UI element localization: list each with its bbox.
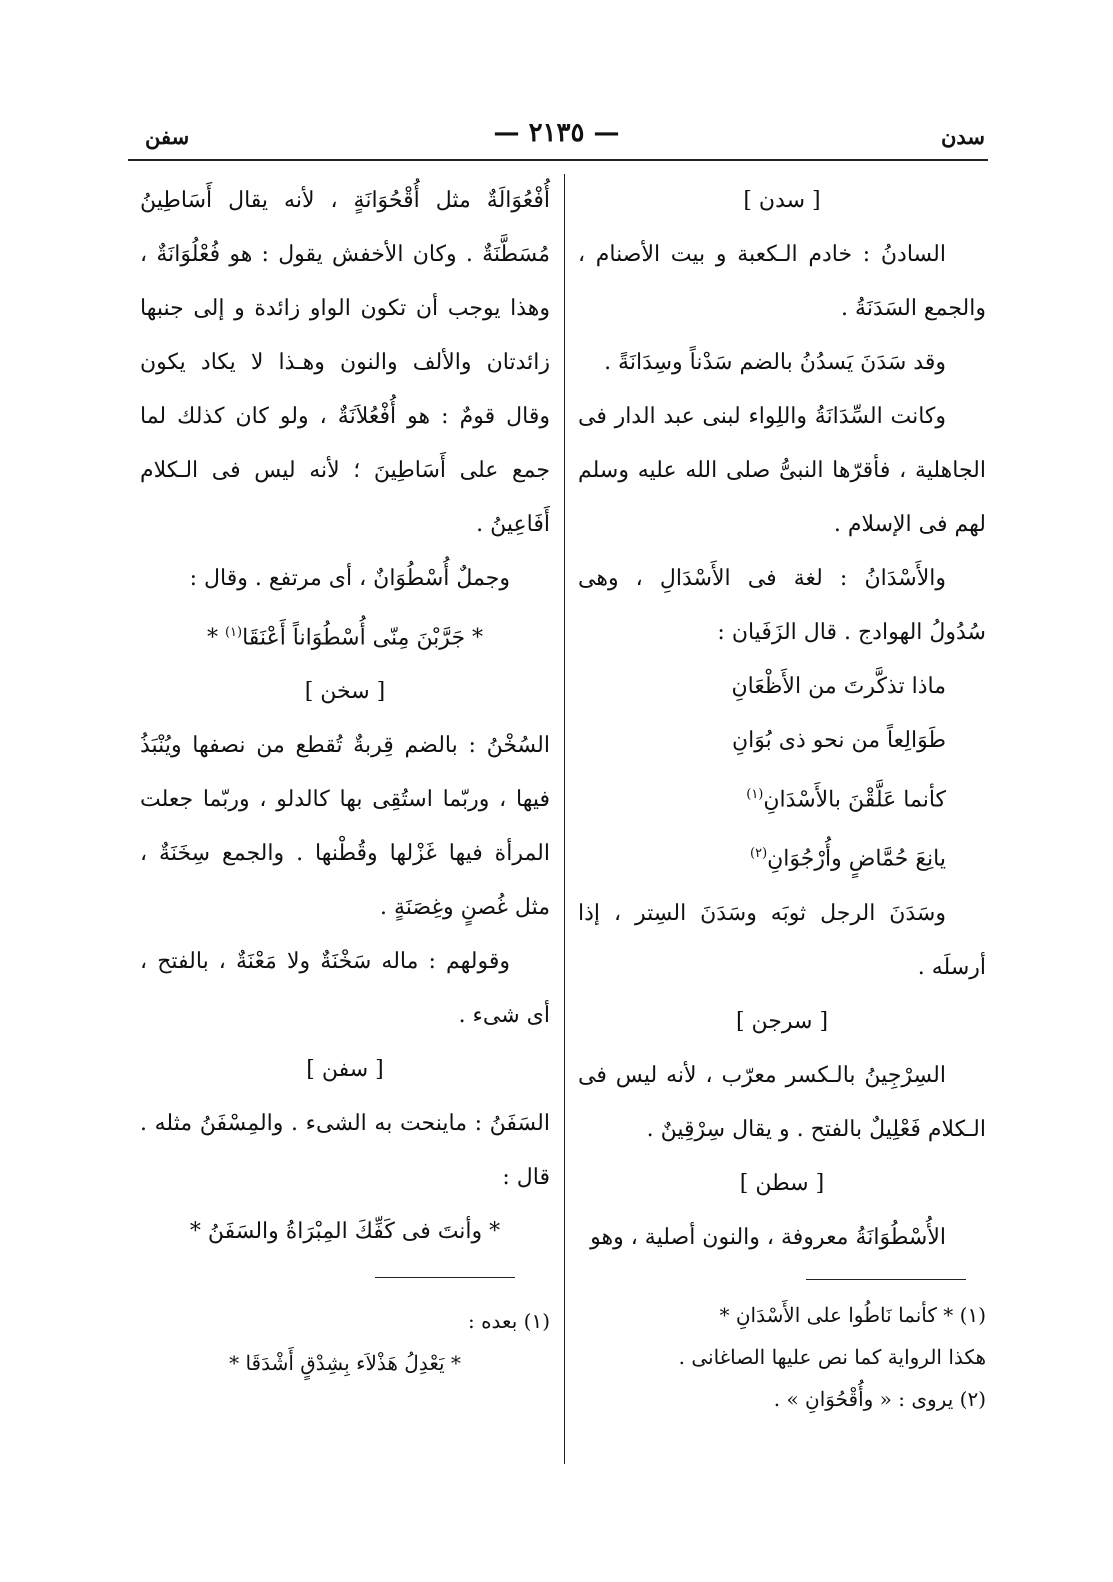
footnote: هكذا الرواية كما نص عليها الصاغانى . [678,1344,986,1369]
entry-heading-srjn: [ سرجن ] [735,1008,829,1034]
footnote-rule [375,1277,515,1278]
entry-paragraph: وجملٌ أُسْطُوَانٌ ، أى مرتفع . وقال : [189,566,510,591]
entry-heading-sxn: [ سخن ] [304,679,386,705]
header-right-keyword: سدن [940,124,985,149]
verse-text: يانِعَ حُمَّاضٍ وأُرْجُوَانِ [767,846,946,872]
header-rule [128,159,988,161]
entry-paragraph: وكانت السِّدَانَةُ واللِواء لبنى عبد الدار فى الجاهلية ، فأقرّها النبىُّ صلى الله عليه وسلم لهم فى الإسلام . [578,404,986,537]
entry-paragraph: السُخْنُ : بالضم قِربةٌ تُقطع من نصفها ويُنْبَذُ فيها ، وربّما استُقِى بها كالدلو ، وربّما جعلت المرأة فيها غَزْلها وقُطْنها . والجمع سِخَنَةٌ ، مثل غُصنٍ وغِصَنَةٍ . [140,733,550,921]
verse-text: * جَرَّبْنَ مِنّى أُسْطُوَاناً أَعْنَقَا [242,625,484,651]
entry-paragraph: وقد سَدَنَ يَسدُنُ بالضم سَدْناً وسِدَانَةً . [604,350,946,375]
entry-paragraph: السَفَنُ : ماينحت به الشىء . والمِسْفَنُ مثله . قال : [140,1111,550,1191]
verse-line [140,606,550,665]
left-column [140,174,550,1384]
verse-line: * وأنتَ فى كَفِّكَ المِبْرَاةُ والسَفَنُ * [189,1219,501,1245]
column-divider [564,174,565,1464]
verse-end: * [206,625,225,651]
entry-paragraph: السِرْجِينُ بالـكسر معرّب ، لأنه ليس فى الـكلام فَعْلِيلٌ بالفتح . و يقال سِرْقِينٌ . [578,1062,986,1142]
verse-line [578,827,986,886]
entry-paragraph: السادنُ : خادم الـكعبة و بيت الأصنام ، والجمع السَدَنَةُ . [578,242,986,321]
footnote-ref: (١) [746,787,764,802]
entry-paragraph: أُفْعُوَالَةٌ مثل أُقْحُوَانَةٍ ، لأنه يقال أَسَاطِينُ مُسَطَّنَةٌ . وكان الأخفش يقول : هو فُعْلُوَانَةٌ ، وهذا يوجب أن تكون الواو زائدة و إلى جنبها زائدتان والألف والنون وهـذا لا يكاد يكون وقال قومٌ : هو أُفْعُلاَنَةٌ ، ولو كان كذلك لما جمع على أَسَاطِينَ ؛ لأنه ليس فى الـكلام أَفَاعِينُ . [140,188,550,537]
header-left-keyword: سفن [145,124,190,149]
entry-paragraph: وسَدَنَ الرجل ثوبَه وسَدَنَ السِتر ، إذا أرسلَه . [578,900,986,980]
entry-heading-stn: [ سطن ] [739,1170,825,1196]
page-header [0,116,1113,160]
entry-paragraph: وقولهم : ماله سَخْنَةٌ ولا مَعْنَةٌ ، بالفتح ، أى شىء . [140,949,550,1029]
entry-heading-sfn: [ سفن ] [306,1057,384,1083]
entry-paragraph: الأُسْطُوَانَةُ معروفة ، والنون أصلية ، وهو [590,1224,946,1250]
footnote-ref: (١) [224,625,243,640]
right-column [578,174,986,1420]
page-number: — ٢١٣٥ — [493,118,620,148]
verse-line [578,768,986,827]
footnote-ref: (٢) [750,846,768,862]
verse-line: طَوَالِعاً من نحو ذى بُوَانِ [732,728,946,753]
footnote: (٢) يروى : « وأُقْحُوَانِ » . [773,1386,986,1411]
entry-heading-sdn: [ سدن ] [743,188,821,213]
entry-paragraph: والأَسْدَانُ : لغة فى الأَسْدَالِ ، وهى سُدُولُ الهوادج . قال الزَفَيان : [578,566,986,645]
verse-line: ماذا تذكَّرتَ من الأَظْعَانِ [731,674,946,699]
footnote-rule [806,1279,966,1280]
footnote: (١) بعده : [467,1309,550,1334]
footnote: * يَعْدِلُ هَذْلاَء بِشِدْقٍ أَشْدَقَا * [229,1351,461,1376]
verse-text: كأنما عَلَّقْنَ بالأَسْدَانِ [763,787,946,813]
footnote: (١) * كأنما نَاطُوا على الأَسْدَانِ * [719,1302,986,1327]
